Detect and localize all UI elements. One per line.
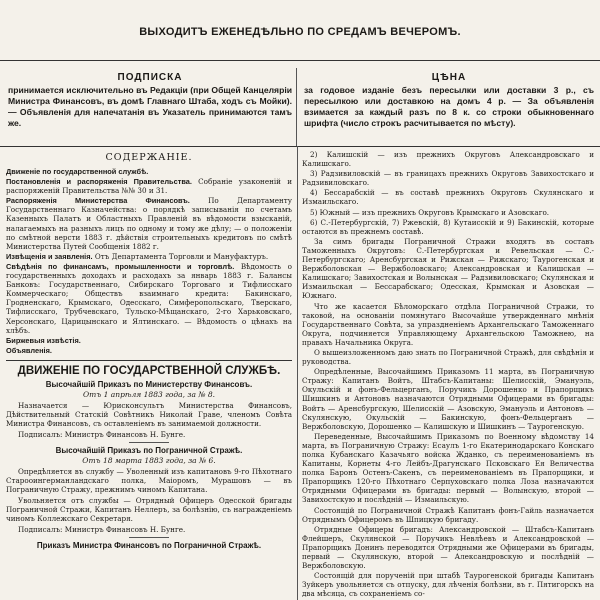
body-paragraph: Состоящій по Пограничной Стражѣ Капитанъ фонъ-Гайль назначается Отряднымъ Офицеромъ въ Шпицкую бригаду. xyxy=(302,505,594,524)
subscription-divider xyxy=(296,68,297,146)
subscription-block xyxy=(8,68,292,146)
order-heading: Приказъ Министра Финансовъ по Пограничной Стражѣ. xyxy=(36,540,262,550)
body-paragraph: Переведенные, Высочайшимъ Приказомъ по Военному вѣдомству 14 марта, въ Пограничную Стражу: Есаулъ 1-го Екатеринодарскаго Конскаго полка Кубанскаго Казачьяго войска Жданко, съ переименованіемъ въ Капитаны, Корнеты 4-го Лейбъ-Драгунскаго Псковскаго Ея Величества полка Баронъ Остенъ-Сакенъ, съ переименованіемъ въ Прапорщики, и Прапорщикъ 120-го Пѣхотнаго Серпуховскаго полка Лоза назначаются Отрядными Офицерами въ бригады: первый — Волынскую, второй — Завихостскую и послѣдній — Измаильскую. xyxy=(302,431,594,505)
toc-item xyxy=(6,177,292,195)
order-signature: Подписалъ: Министръ Финансовъ Н. Бунге. xyxy=(18,524,186,534)
contents-heading: СОДЕРЖАНІЕ. xyxy=(105,152,193,163)
order-body xyxy=(6,401,292,428)
district-list-item: 5) Южный — изъ прежнихъ Округовъ Крымскаго и Азовскаго. xyxy=(310,207,550,217)
toc-item xyxy=(6,252,292,261)
price-heading: ЦѢНА xyxy=(431,72,467,83)
subscription-banner xyxy=(0,68,600,147)
body-paragraph: Отрядные Офицеры бригадъ: Александровской — Штабсъ-Капитанъ Флейшеръ, Скулянской — Поручикъ Невлѣевъ и Александровской — Прапорщикъ Донинъ переводятся Отрядными же Офицерами въ бригады, первый — Скулянскую, второй — Александровскую и послѣдній — Вержболовскую. xyxy=(302,524,594,571)
district-list-item: 6) С.-Петербургскій, 7) Ржевскій, 8) Кутаисскій и 9) Бакинскій, которые остаются въ прежнемъ составѣ. xyxy=(302,217,594,236)
toc-item-title: Свѣдѣнія по финансамъ, промышленности и торговлѣ. xyxy=(6,261,235,271)
right-column xyxy=(302,150,594,600)
table-of-contents xyxy=(6,167,292,355)
toc-item xyxy=(6,167,292,176)
order-body xyxy=(6,467,292,523)
order-date: Отъ 1 апрѣля 1883 года, за № 8. xyxy=(83,389,215,399)
masthead xyxy=(0,0,600,61)
price-block xyxy=(304,68,594,146)
toc-item-title: Биржевыя извѣстія. xyxy=(6,335,81,345)
left-column xyxy=(6,150,292,600)
body-paragraph: Опредѣленные, Высочайшимъ Приказомъ 11 марта, въ Пограничную Стражу: Капитанъ Войтъ, Штабсъ-Капитаны: Шелисскій, Эмануэль, Окульскій и фонъ-Фельцерганъ, Поручикъ Дорошенко и Прапорщикъ Шишкинъ и Антоновъ назначаются Отрядными Офицерами въ бригады: Войтъ — Аренсбургскую, Шелисскій — Азовскую, Эмануэль и Антоновъ — Скулянскую, Окульскій — Бакинскую, фонъ-Фельцерганъ — Вержболовскую, Дорошенко — Калишскую и Шишкинъ — Таурогенскую. xyxy=(302,367,594,431)
subscription-text: принимается исключительно въ Редакціи (при Общей Канцеляріи Министра Финансовъ, въ домѣ Главнаго Штаба, ходъ съ Мойки). — Объявленія для напечатанія въ Указатель принимаются тамъ же. xyxy=(8,85,292,128)
separator-rule xyxy=(129,537,169,538)
subscription-heading: ПОДПИСКА xyxy=(117,72,183,83)
toc-item-text: Собраніе узаконеній и распоряженій Правительства №№ 30 и 31. xyxy=(6,177,292,196)
order-signature: Подписалъ: Министръ Финансовъ Н. Бунге. xyxy=(18,430,186,440)
order-paragraph: Опредѣляется въ службу — Уволенный изъ капитановъ 9-го Пѣхотнаго Старооингерманландскаго полка, Маіоромъ, Мурашовъ — въ Пограничную Стражу, прежнимъ чиномъ Капитана. xyxy=(6,467,292,495)
order-paragraph: Увольняется отъ службы — Отрядный Офицеръ Одесской бригады Пограничной Стражи, Капитанъ Неллеръ, за болѣзнію, съ награжденіемъ чиномъ Коллежскаго Секретаря. xyxy=(6,495,292,523)
district-list-item: 3) Радзивиловскій — въ границахъ прежнихъ Округовъ Завихостскаго и Радзивиловскаго. xyxy=(302,169,594,188)
toc-item-text: По Департаменту Государственнаго Казначейства: о порядкѣ записыванія по счетамъ Казенныхъ Палатъ и Областныхъ Правленій въ вѣдомости взысканій, налагаемыхъ на разныхъ лицъ по одному и тому же дѣлу; — о положеніи по смѣтной версти 1883 г. дѣйствія строительныхъ кредитовъ по смѣтѣ Министерства Путей Сообщенія 1882 г. xyxy=(6,196,292,251)
district-list-item: 4) Бессарабскій — въ составѣ прежнихъ Округовъ Скулянскаго и Измаильскаго. xyxy=(302,188,594,207)
toc-item-text: Вѣдомость о государственныхъ доходахъ и расходахъ за январь 1883 г. Балансы Банковъ: Государственнаго, Сибирскаго Торговаго и Тифлисскаго Коммерческаго; Обществъ взаимнаго кредита: Бакинскаго, Гродненскаго, Крымскаго, Одесскаго, Симферопольскаго, Тверскаго, Тифлисскаго, Трубчевскаго, Тульско-Мѣщанскаго, 2-го Харьковскаго, Херсонскаго, Царицынскаго и Ялтинскаго. — Вѣдомость о цѣнахъ на хлѣбъ. xyxy=(6,261,292,335)
toc-item-title: Объявленія. xyxy=(6,345,52,355)
toc-item-title: Движеніе по государственной службѣ. xyxy=(6,167,149,176)
separator-rule xyxy=(129,442,169,443)
price-text: за годовое изданіе безъ пересылки или доставки 3 р., съ пересылкою или доставкою на домъ 4 р. — За объявленія взимается за каждый разъ по 8 к. со строки обыкновеннаго шрифта (число строкъ расчитывается по мѣсту). xyxy=(304,85,594,128)
service-heading: ДВИЖЕНІЕ ПО ГОСУДАРСТВЕННОЙ СЛУЖБѢ. xyxy=(17,364,281,377)
body-paragraph: Состоящій для порученій при штабѣ Таурогенской бригады Капитанъ Зуйкеръ увольняется съ отпуску, для лѣченія болѣзни, въ г. Пятигорскъ на два мѣсяца, съ сохраненіемъ со- xyxy=(302,571,594,599)
toc-item xyxy=(6,336,292,345)
toc-item-text: Отъ Департамента Торговли и Мануфактуръ. xyxy=(94,251,269,261)
order-heading: Высочайшій Приказъ по Министерству Финансовъ. xyxy=(45,379,253,389)
order-paragraph: Назначается — Юрисконсультъ Министерства Финансовъ, Дѣйствительный Статскій Совѣтникъ Николай Граве, членомъ Совѣта Министра Финансовъ, съ оставленіемъ въ занимаемой должности. xyxy=(6,400,292,429)
toc-item xyxy=(6,196,292,251)
toc-item xyxy=(6,262,292,335)
order-heading: Высочайшій Приказъ по Пограничной Стражѣ. xyxy=(55,446,243,456)
right-column-body xyxy=(302,150,594,599)
district-list-item: 2) Калишскій — изъ прежнихъ Округовъ Александровскаго и Калишскаго. xyxy=(302,150,594,169)
column-divider xyxy=(297,146,298,600)
masthead-title: ВЫХОДИТЪ ЕЖЕНЕДѢЛЬНО ПО СРЕДАМЪ ВЕЧЕРОМЪ. xyxy=(139,26,461,38)
section-rule xyxy=(6,360,292,361)
order-date: Отъ 18 марта 1883 года, за № 6. xyxy=(82,456,216,466)
toc-item-title: Извѣщенія и заявленія. xyxy=(6,251,93,261)
toc-item-title: Распоряженія Министерства Финансовъ. xyxy=(6,196,190,206)
toc-item-title: Постановленія и распоряженія Правительства. xyxy=(6,177,192,187)
body-paragraph: О вышеизложенномъ даю знать по Пограничной Стражѣ, для свѣдѣнія и руководства. xyxy=(302,347,594,367)
toc-item xyxy=(6,346,292,355)
body-paragraph: Что же касается Бѣломорскаго отдѣла Пограничной Стражи, то таковой, на основаніи помянутаго Высочайше утвержденнаго мнѣнія Государственнаго Совѣта, за упраздненіемъ Архангельскаго Таможеннаго Округа, подчиняется Управляющему Архангельскою Таможнею, на правахъ Начальника Округа. xyxy=(302,301,594,347)
body-paragraph: За симъ бригады Пограничной Стражи входятъ въ составъ Таможенныхъ Округовъ: С.-Петербургская и Ревельская — С.-Петербургскаго; Аренсбургская и Рижская — Рижскаго; Таурогенская и Вержболовская — Вержболовскаго; Александровская и Калишская — Калишскаго; Завихостская и Волынская — Радзивиловскаго; Скулянская и Измаильская — Бессарабскаго; Одесская, Крымская и Азовская — Южнаго. xyxy=(302,236,594,301)
